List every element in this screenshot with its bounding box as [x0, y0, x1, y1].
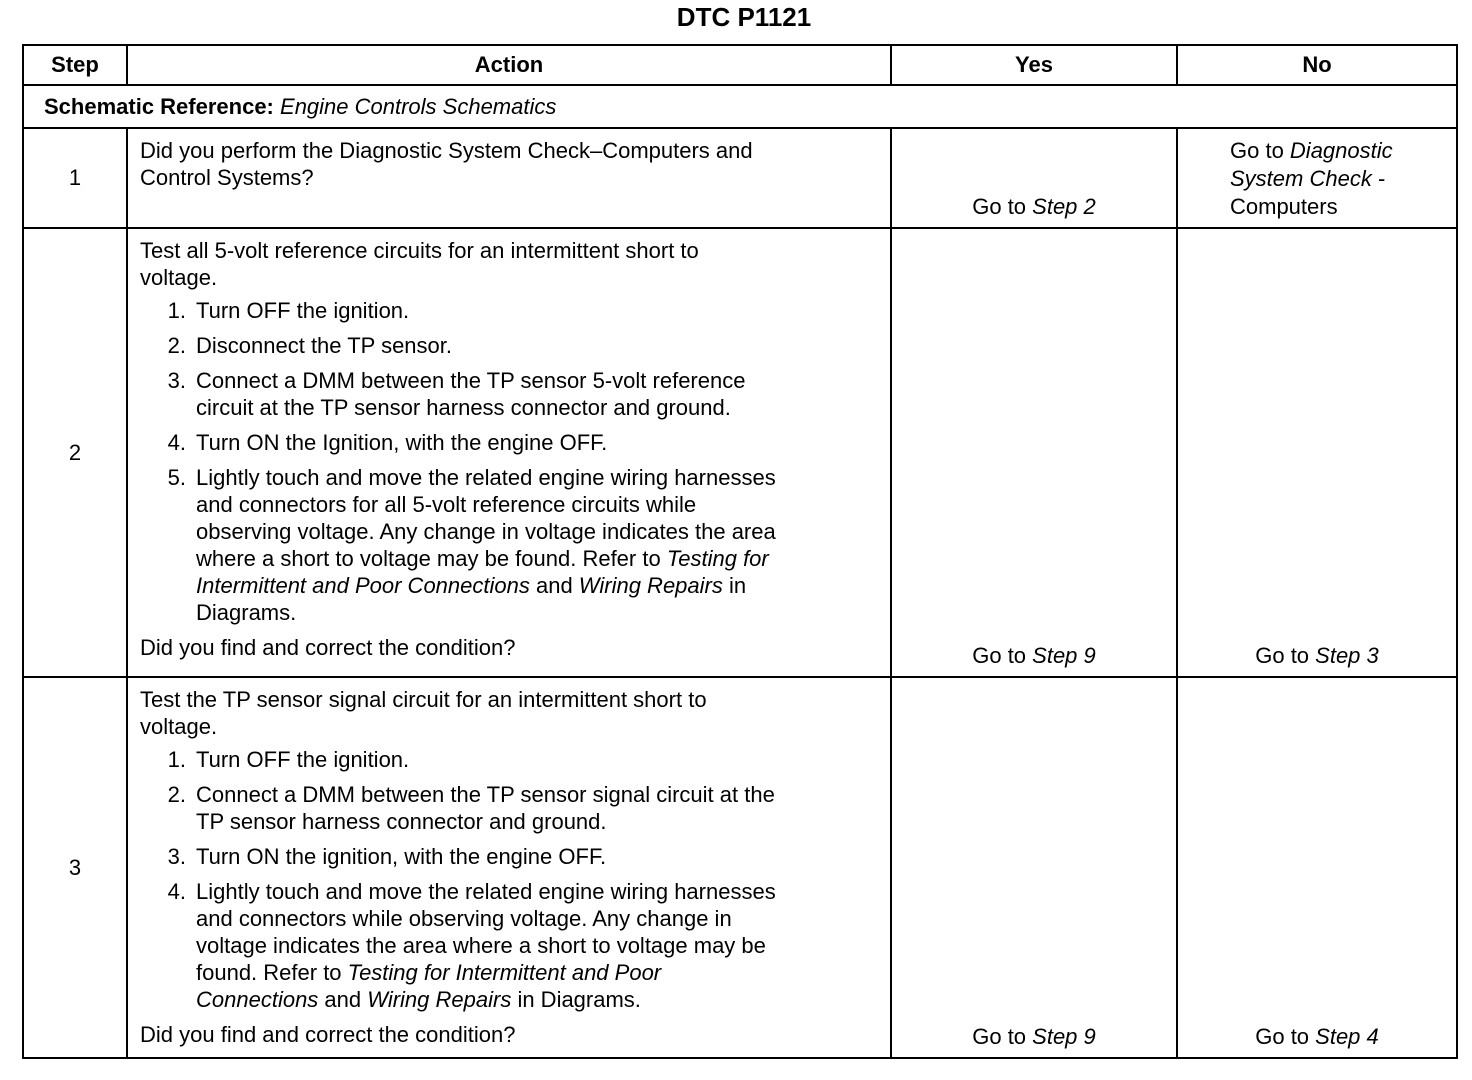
list-item [140, 367, 880, 421]
list-text [196, 843, 606, 870]
text-segment: in Diagrams. [196, 573, 747, 625]
list-number: 2. [167, 333, 186, 358]
list-text [196, 367, 745, 421]
reference-link: Wiring Repairs [367, 987, 512, 1012]
text-segment: Disconnect the TP sensor. [196, 333, 452, 358]
list-number: 4. [167, 879, 186, 904]
reference-link: Testing for Intermittent and Poor Connections [196, 960, 662, 1012]
yes-cell [891, 128, 1177, 228]
list-item [140, 746, 880, 773]
list-number: 4. [167, 430, 186, 455]
step-number: 2 [23, 228, 127, 677]
list-number: 1. [167, 298, 186, 323]
text-segment: and [529, 573, 579, 598]
text-segment: Go to [972, 194, 1033, 219]
reference-link: Step 2 [1032, 194, 1096, 219]
text-segment: Connect a DMM between the TP sensor 5-volt reference circuit at the TP sensor harness connector and ground. [196, 368, 746, 420]
text-segment: Turn ON the Ignition, with the engine OFF. [196, 430, 608, 455]
action-question: Did you find and correct the condition? [140, 635, 516, 660]
list-number: 2. [167, 782, 186, 807]
list-item [140, 429, 880, 456]
yes-cell [891, 677, 1177, 1058]
table-row [23, 128, 1457, 228]
no-cell [1177, 677, 1457, 1058]
text-segment: Go to [1255, 643, 1316, 668]
action-cell [127, 128, 891, 228]
table-row [23, 677, 1457, 1058]
reference-link: Step 3 [1315, 643, 1379, 668]
step-number: 3 [23, 677, 127, 1058]
schematic-reference [23, 85, 1457, 128]
text-segment: Lightly touch and move the related engine wiring harnesses and connectors while observing voltage. Any change in voltage indicates the area where a short to voltage may be found. Refer to [196, 879, 776, 985]
no-cell [1177, 228, 1457, 677]
reference-link: Step 9 [1032, 643, 1096, 668]
action-cell [127, 677, 891, 1058]
diagnostic-table [22, 44, 1458, 1059]
schematic-link: Engine Controls Schematics [280, 93, 557, 119]
text-segment: Connect a DMM between the TP sensor signal circuit at the TP sensor harness connector and ground. [196, 782, 775, 834]
text-segment: Turn OFF the ignition. [196, 747, 410, 772]
reference-link: Testing for Intermittent and Poor Connections [196, 546, 769, 598]
list-text [196, 878, 776, 1013]
list-number: 1. [167, 747, 186, 772]
list-item [140, 781, 880, 835]
step-number: 1 [23, 128, 127, 228]
action-cell [127, 228, 891, 677]
text-segment: Go to [972, 1024, 1033, 1049]
text-segment: Go to [972, 643, 1033, 668]
text-segment: Turn OFF the ignition. [196, 298, 410, 323]
page-title: DTC P1121 [676, 2, 812, 32]
schematic-reference-row [23, 85, 1457, 128]
reference-link: Step 9 [1032, 1024, 1096, 1049]
header-no: No [1177, 45, 1457, 85]
reference-link: Step 4 [1315, 1024, 1379, 1049]
no-cell [1177, 128, 1457, 228]
list-item [140, 332, 880, 359]
action-intro: Did you perform the Diagnostic System Check–Computers and Control Systems? [140, 138, 753, 190]
reference-link: Wiring Repairs [578, 573, 723, 598]
action-question: Did you find and correct the condition? [140, 1022, 516, 1047]
list-text [196, 781, 775, 835]
list-text [196, 297, 409, 324]
list-number: 3. [167, 368, 186, 393]
list-item [140, 843, 880, 870]
list-text [196, 464, 776, 626]
text-segment: Lightly touch and move the related engine wiring harnesses and connectors for all 5-volt reference circuits while observing voltage. Any change in voltage indicates the area where a short to voltage may be found. Refer to [196, 465, 776, 571]
action-intro: Test the TP sensor signal circuit for an intermittent short to voltage. [140, 687, 707, 739]
yes-cell [891, 228, 1177, 677]
text-segment: Turn ON the ignition, with the engine OFF. [196, 844, 607, 869]
list-number: 5. [167, 465, 186, 490]
text-segment: in Diagrams. [511, 987, 641, 1012]
text-segment: Go to [1255, 1024, 1316, 1049]
header-step: Step [23, 45, 127, 85]
action-intro: Test all 5-volt reference circuits for an intermittent short to voltage. [140, 238, 699, 290]
reference-link: Diagnostic System Check [1230, 138, 1393, 191]
header-row [23, 45, 1457, 85]
list-item [140, 464, 880, 626]
list-text [196, 332, 452, 359]
action-steps-list [140, 746, 880, 1013]
header-action: Action [127, 45, 891, 85]
schematic-label: Schematic Reference: [44, 93, 274, 119]
text-segment: and [318, 987, 368, 1012]
action-steps-list [140, 297, 880, 626]
list-item [140, 878, 880, 1013]
table-row [23, 228, 1457, 677]
text-segment: - Computers [1230, 166, 1386, 219]
text-segment: Go to [1230, 138, 1290, 163]
list-item [140, 297, 880, 324]
list-text [196, 746, 409, 773]
header-yes: Yes [891, 45, 1177, 85]
list-number: 3. [167, 844, 186, 869]
list-text [196, 429, 607, 456]
